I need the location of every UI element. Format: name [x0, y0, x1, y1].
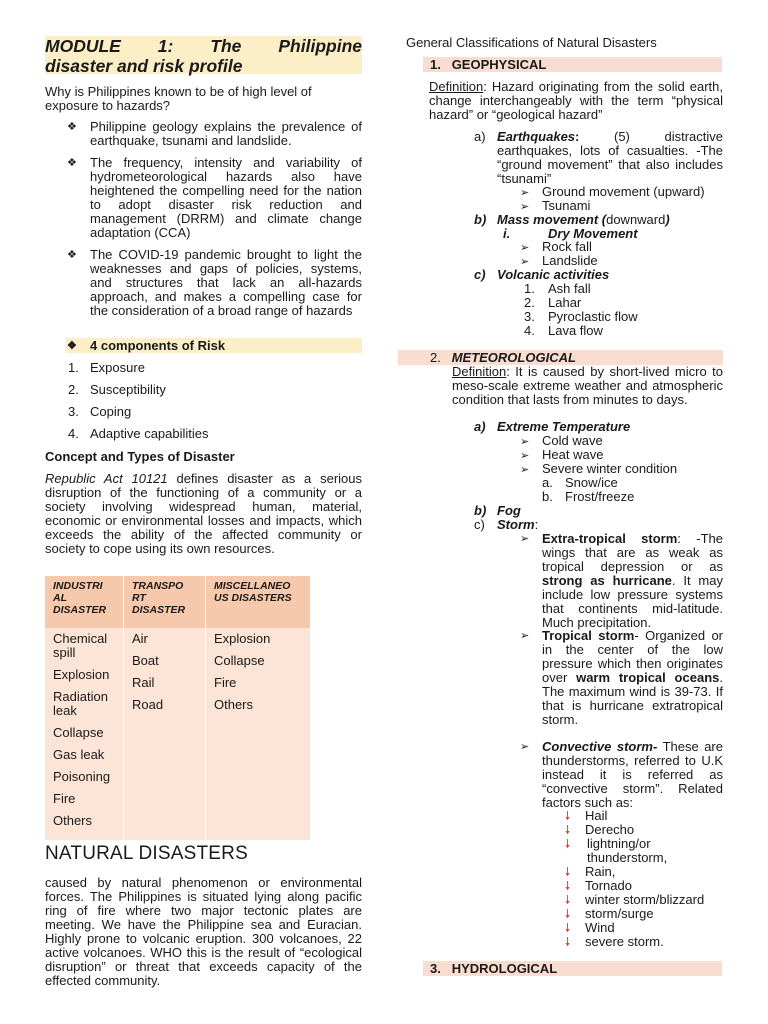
risk-components-list [68, 361, 209, 449]
arrow-down-bullet-icon: 🠗 [565, 837, 571, 851]
arrow-down-bullet-icon: 🠗 [565, 865, 571, 879]
table-cell-transport [124, 628, 206, 840]
winter-subitem: a. Snow/ice [542, 475, 618, 490]
arrow-down-bullet-icon: 🠗 [565, 893, 571, 907]
arrow-down-bullet-icon: 🠗 [565, 809, 571, 823]
table-cell-item: Fire [53, 791, 76, 806]
table-header: MISCELLANEO US DISASTERS [206, 576, 311, 628]
table-cell-industrial [45, 628, 124, 840]
extreme-temp-subitem: ➢ Heat wave [520, 447, 604, 462]
ra-paragraph [45, 472, 362, 556]
risk-heading-text: 4 components of Risk [90, 338, 226, 353]
arrow-down-bullet-icon: 🠗 [565, 907, 571, 921]
table-cell-item: Radiation leak [53, 689, 108, 718]
table-cell-item: Fire [214, 675, 237, 690]
geophysical-heading: 1. GEOPHYSICAL [430, 57, 547, 72]
arrow-bullet-icon: ➢ [520, 533, 530, 545]
convective-factor: 🠗 Wind [565, 920, 615, 935]
table-cell-item: Gas leak [53, 747, 105, 762]
disaster-types-table [45, 576, 311, 840]
list-item: 1. Exposure [68, 360, 145, 375]
mass-movement-letter: b) [474, 212, 487, 227]
dry-movement-subitem: ➢ Rock fall [520, 239, 592, 254]
dry-movement-subitem: ➢ Landslide [520, 253, 598, 268]
definition-label: Definition [452, 364, 507, 379]
dry-movement-num: i. [503, 226, 511, 241]
volcanic-label: Volcanic activities [497, 267, 610, 282]
extreme-temp-subitem: ➢ Severe winter condition [520, 461, 678, 476]
bullet-item [45, 120, 362, 148]
convective-factor: 🠗 severe storm. [565, 934, 664, 949]
convective-factor: 🠗 storm/surge [565, 906, 654, 921]
concept-heading: Concept and Types of Disaster [45, 449, 235, 464]
table-cell-item: Rail [132, 675, 155, 690]
arrow-bullet-icon: ➢ [520, 256, 530, 268]
extra-tropical-storm: Extra-tropical storm: -The wings that are as weak as tropical depression or as strong as hurricane. It may include low pressure systems that continents mid-latitude. Much precipitation. [542, 531, 723, 630]
meteorological-heading: 2. METEOROLOGICAL [430, 350, 576, 365]
extreme-temp-letter: a) [474, 419, 486, 434]
geophysical-definition: Definition: Hazard originating from the solid earth, change interchangeably with the term “physical hazard” or “geological hazard” [429, 79, 723, 122]
arrow-bullet-icon: ➢ [520, 741, 530, 753]
table-cell-misc [206, 628, 311, 840]
table-cell-item: Explosion [214, 631, 271, 646]
module-title-word: The [210, 36, 242, 56]
bullet-item [45, 156, 362, 240]
extreme-temp-label: Extreme Temperature [497, 419, 631, 434]
volcanic-subitem: 1. Ash fall [524, 281, 591, 296]
earthquake-letter: a) [474, 129, 486, 144]
risk-heading [45, 339, 362, 353]
table-header: INDUSTRI AL DISASTER [45, 576, 124, 628]
table-cell-item: Explosion [53, 667, 110, 682]
table-cell-item: Others [214, 697, 254, 712]
table-cell-item: Boat [132, 653, 159, 668]
earthquake-subitem: ➢ Ground movement (upward) [520, 184, 705, 199]
table-cell-item: Poisoning [53, 769, 111, 784]
arrow-bullet-icon: ➢ [520, 436, 530, 448]
table-header: TRANSPO RT DISASTER [124, 576, 206, 628]
earthquake-item: Earthquakes: (5) distractive earthquakes, lots of casualties. -The “ground movement” that also includes “tsunami” [497, 129, 723, 186]
list-item: 3. Coping [68, 404, 132, 419]
bullet-text: The frequency, intensity and variability of hydrometeorological hazards also have heightened the compelling need for the nation to adopt disaster risk reduction and management (DRRM) and climate change adaptation (CCA) [90, 155, 362, 240]
module-title-word: Philippine [278, 36, 362, 56]
arrow-bullet-icon: ➢ [520, 187, 530, 199]
meteorological-definition: Definition: It is caused by short-lived micro to meso-scale extreme weather and atmospheric condition that lasts from minutes to days. [452, 364, 723, 407]
convective-factor: 🠗 Rain, [565, 864, 616, 879]
extreme-temp-subitem: ➢ Cold wave [520, 433, 603, 448]
tropical-storm: Tropical storm- Organized or in the center of the low pressure which then originates over warm tropical oceans. The maximum wind is 39-73. If that is hurricane extratropical storm. [542, 628, 724, 727]
arrow-down-bullet-icon: 🠗 [565, 935, 571, 949]
convective-factor: 🠗 Tornado [565, 878, 632, 893]
convective-storm: Convective storm- These are thunderstorms, referred to U.K instead it is referred as “convective storm”. Related factors such as: [542, 739, 723, 810]
volcanic-subitem: 3. Pyroclastic flow [524, 309, 638, 324]
definition-label: Definition [429, 79, 484, 94]
diamond-bullet-icon: ❖ [67, 157, 77, 169]
ra-text: defines disaster as a serious disruption of the functioning of a community or a society involving widespread human, material, economic or environmental losses and impacts, which exceeds the ability of the affected community or society to cope using its own resources. [45, 471, 362, 556]
module-title-word: MODULE [45, 36, 121, 56]
convective-factor: 🠗 lightning/or thunderstorm, [565, 836, 668, 865]
fog-label: Fog [497, 503, 521, 518]
classifications-title: General Classifications of Natural Disasters [406, 35, 657, 50]
dry-movement-label: Dry Movement [548, 226, 638, 241]
volcanic-subitem: 2. Lahar [524, 295, 582, 310]
convective-factor: 🠗 winter storm/blizzard [565, 892, 705, 907]
mass-movement-item: Mass movement (downward) [497, 212, 670, 227]
bullet-item [45, 248, 362, 318]
table-cell-item: Collapse [214, 653, 265, 668]
arrow-bullet-icon: ➢ [520, 201, 530, 213]
hydrological-heading: 3. HYDROLOGICAL [430, 961, 558, 976]
table-cell-item: Air [132, 631, 148, 646]
table-cell-item: Others [53, 813, 93, 828]
diamond-bullet-icon: ❖ [67, 249, 77, 261]
arrow-down-bullet-icon: 🠗 [565, 879, 571, 893]
diamond-bullet-icon: ❖ [67, 340, 77, 352]
bullet-text: The COVID-19 pandemic brought to light the weaknesses and gaps of policies, systems, and structures that lack an all-hazards approach, and makes a compelling case for the consideration of a broad range of hazards [90, 247, 362, 318]
exposure-question: Why is Philippines known to be of high level of exposure to hazards? [45, 84, 312, 113]
table-cell-item: Road [132, 697, 164, 712]
module-title-word: 1: [157, 36, 174, 56]
arrow-bullet-icon: ➢ [520, 464, 530, 476]
module-title [45, 36, 362, 74]
list-item: 2. Susceptibility [68, 382, 166, 397]
module-title-line2: disaster and risk profile [45, 56, 243, 76]
diamond-bullet-icon: ❖ [67, 121, 77, 133]
arrow-bullet-icon: ➢ [520, 630, 530, 642]
bullet-text: Philippine geology explains the prevalence of earthquake, tsunami and landslide. [90, 119, 362, 148]
fog-letter: b) [474, 503, 487, 518]
ra-name: Republic Act 10121 [45, 471, 168, 486]
earthquake-subitem: ➢ Tsunami [520, 198, 591, 213]
volcanic-letter: c) [474, 267, 486, 282]
winter-subitem: b. Frost/freeze [542, 489, 635, 504]
arrow-bullet-icon: ➢ [520, 450, 530, 462]
convective-factor: 🠗 Hail [565, 808, 608, 823]
arrow-down-bullet-icon: 🠗 [565, 921, 571, 935]
arrow-bullet-icon: ➢ [520, 242, 530, 254]
arrow-down-bullet-icon: 🠗 [565, 823, 571, 837]
natural-disasters-heading: NATURAL DISASTERS [45, 843, 248, 864]
storm-letter: c) [474, 517, 485, 532]
volcanic-subitem: 4. Lava flow [524, 323, 603, 338]
natural-disasters-text: caused by natural phenomenon or environmental forces. The Philippines is situated lying along pacific ring of fire where two major tectonic plates are meeting. We have the Philippine sea and Euracian. Highly prone to volcanic eruption. 300 volcanoes, 22 active volcanoes. WHO this is the result of “ecological disruption” or threat that exceeds capacity of the effected community. [45, 875, 362, 988]
list-item: 4. Adaptive capabilities [68, 426, 209, 441]
table-cell-item: Collapse [53, 725, 104, 740]
table-cell-item: Chemical spill [53, 631, 108, 660]
storm-label: Storm: [497, 517, 539, 532]
convective-factor: 🠗 Derecho [565, 822, 635, 837]
